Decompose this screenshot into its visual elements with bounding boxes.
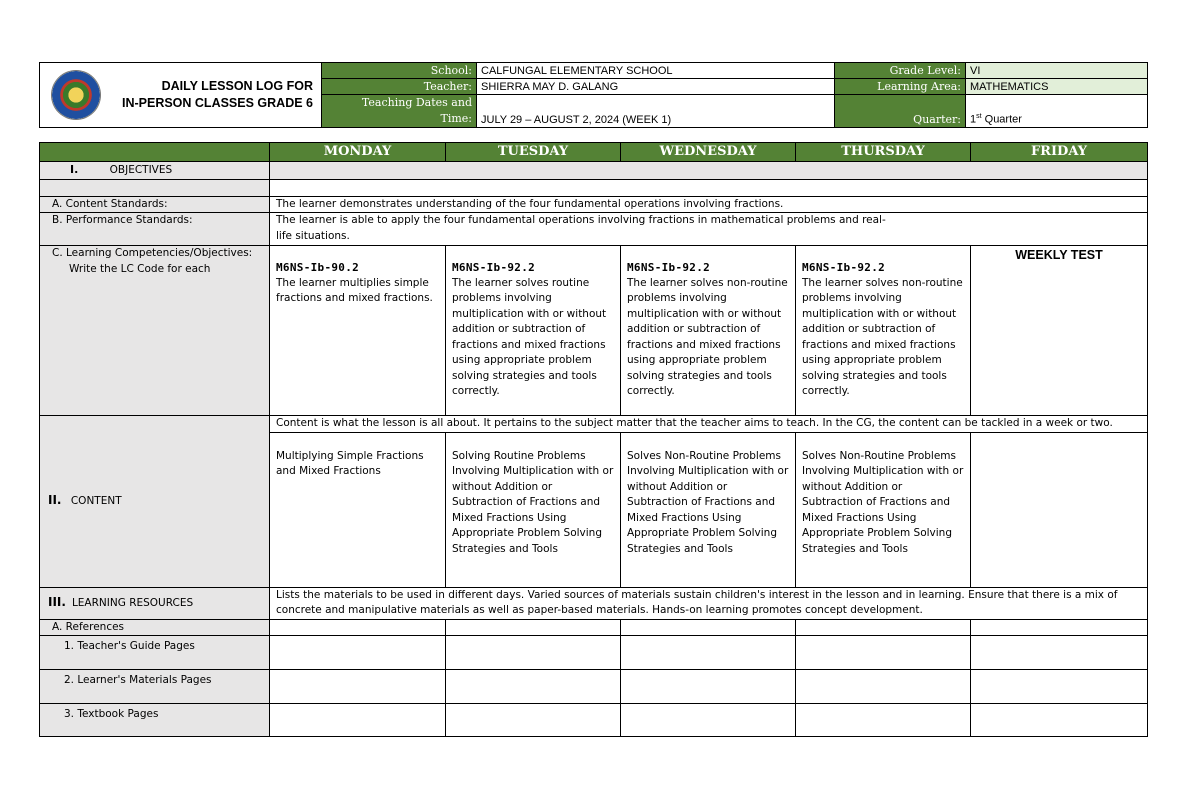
lc-text: The learner multiplies simple fractions and mixed fractions. — [276, 276, 433, 304]
teacher-value: SHIERRA MAY D. GALANG — [477, 79, 835, 95]
performance-standards-label: B. Performance Standards: — [40, 213, 270, 246]
school-seal-logo — [52, 71, 100, 119]
lc-code: M6NS-Ib-92.2 — [802, 261, 886, 274]
day-header-monday: MONDAY — [270, 143, 446, 162]
content-heading — [40, 416, 270, 588]
weekly-test-label: WEEKLY TEST — [1015, 248, 1103, 262]
objectives-blank — [270, 162, 1148, 180]
references-tuesday — [446, 619, 621, 636]
references-thursday — [796, 619, 971, 636]
content-tuesday: Solving Routine Problems Involving Multiplication with or without Addition or Subtraction of Fractions and Mixed Fractions Using Appropriate Problem Solving Strategies and Tools — [446, 432, 621, 587]
content-note: Content is what the lesson is all about. It pertains to the subject matter that the teacher aims to teach. In the CG, the content can be tackled in a week or two. — [270, 416, 1148, 433]
resources-label: LEARNING RESOURCES — [71, 596, 194, 609]
performance-standards-line-1: The learner is able to apply the four fundamental operations involving fractions in mathematical problems and real- — [276, 214, 886, 226]
performance-standards-value — [270, 213, 1148, 246]
references-monday — [270, 619, 446, 636]
content-monday: Multiplying Simple Fractions and Mixed Fractions — [270, 432, 446, 587]
tg-friday — [971, 636, 1148, 670]
textbook-label: 3. Textbook Pages — [40, 704, 270, 737]
objectives-heading — [40, 162, 270, 180]
school-value: CALFUNGAL ELEMENTARY SCHOOL — [477, 63, 835, 79]
lc-code: M6NS-Ib-90.2 — [276, 261, 360, 274]
teaching-dates-label-1: Teaching Dates and — [361, 96, 472, 109]
logo-cell — [40, 63, 112, 128]
day-header-tuesday: TUESDAY — [446, 143, 621, 162]
references-label: A. References — [40, 619, 270, 636]
lm-wednesday — [621, 670, 796, 704]
quarter-number: 1 — [970, 114, 977, 126]
grade-level-label: Grade Level: — [835, 63, 966, 79]
tg-monday — [270, 636, 446, 670]
quarter-value — [966, 95, 1148, 128]
learning-area-value: MATHEMATICS — [966, 79, 1148, 95]
lc-code: M6NS-Ib-92.2 — [627, 261, 711, 274]
tb-thursday — [796, 704, 971, 737]
day-header-wednesday: WEDNESDAY — [621, 143, 796, 162]
teaching-dates-label — [322, 95, 477, 128]
quarter-word: Quarter — [981, 114, 1022, 126]
lc-text: The learner solves non-routine problems involving multiplication with or without addition or subtraction of fractions and mixed fractions using appropriate problem solving strategies and tools correctly. — [627, 276, 788, 397]
teacher-label: Teacher: — [322, 79, 477, 95]
competency-friday — [971, 246, 1148, 416]
teachers-guide-label: 1. Teacher's Guide Pages — [40, 636, 270, 670]
title-line-2: IN-PERSON CLASSES GRADE 6 — [121, 96, 313, 110]
tb-wednesday — [621, 704, 796, 737]
tg-wednesday — [621, 636, 796, 670]
quarter-suffix: st — [976, 113, 982, 121]
objectives-roman: I. — [70, 163, 79, 176]
tg-thursday — [796, 636, 971, 670]
resources-heading — [40, 587, 270, 619]
spacer-right — [270, 179, 1148, 196]
lm-friday — [971, 670, 1148, 704]
lc-code: M6NS-Ib-92.2 — [452, 261, 536, 274]
content-roman: II. — [48, 493, 62, 507]
resources-roman: III. — [48, 594, 66, 609]
competency-monday — [270, 246, 446, 416]
grade-level-value: VI — [966, 63, 1148, 79]
day-header-blank — [40, 143, 270, 162]
references-friday — [971, 619, 1148, 636]
lc-text: The learner solves routine problems involving multiplication with or without addition or subtraction of fractions and mixed fractions using appropriate problem solving strategies and tools correctly. — [452, 276, 607, 397]
teaching-dates-label-2: Time: — [440, 112, 472, 125]
quarter-label: Quarter: — [835, 95, 966, 128]
document-title — [112, 63, 322, 128]
competency-wednesday — [621, 246, 796, 416]
header-table — [39, 62, 1148, 128]
day-header-row — [40, 143, 1148, 162]
spacer-left — [40, 179, 270, 196]
lesson-log-table — [39, 142, 1148, 737]
competency-tuesday — [446, 246, 621, 416]
learners-materials-label: 2. Learner's Materials Pages — [40, 670, 270, 704]
content-standards-value: The learner demonstrates understanding of the four fundamental operations involving fractions. — [270, 196, 1148, 213]
tb-tuesday — [446, 704, 621, 737]
content-thursday: Solves Non-Routine Problems Involving Multiplication with or without Addition or Subtraction of Fractions and Mixed Fractions Using Appropriate Problem Solving Strategies and Tools — [796, 432, 971, 587]
tb-friday — [971, 704, 1148, 737]
day-header-friday: FRIDAY — [971, 143, 1148, 162]
content-wednesday: Solves Non-Routine Problems Involving Multiplication with or without Addition or Subtraction of Fractions and Mixed Fractions Using Appropriate Problem Solving Strategies and Tools — [621, 432, 796, 587]
competencies-sub: Write the LC Code for each — [69, 262, 211, 275]
lc-text: The learner solves non-routine problems involving multiplication with or without addition or subtraction of fractions and mixed fractions using appropriate problem solving strategies and tools correctly. — [802, 276, 963, 397]
resources-note: Lists the materials to be used in different days. Varied sources of materials sustain children's interest in the lesson and in learning. Ensure that there is a mix of concrete and manipulative materials as well as paper-based materials. Hands-on learning promotes concept development. — [270, 587, 1148, 619]
title-line-1: DAILY LESSON LOG FOR — [161, 79, 313, 93]
competencies-label: C. Learning Competencies/Objectives: — [52, 247, 253, 259]
content-standards-label: A. Content Standards: — [40, 196, 270, 213]
content-label: CONTENT — [70, 495, 122, 507]
competency-thursday — [796, 246, 971, 416]
lm-monday — [270, 670, 446, 704]
day-header-thursday: THURSDAY — [796, 143, 971, 162]
tb-monday — [270, 704, 446, 737]
lm-thursday — [796, 670, 971, 704]
performance-standards-line-2: life situations. — [276, 229, 350, 242]
lm-tuesday — [446, 670, 621, 704]
objectives-label: OBJECTIVES — [109, 164, 173, 176]
tg-tuesday — [446, 636, 621, 670]
learning-area-label: Learning Area: — [835, 79, 966, 95]
references-wednesday — [621, 619, 796, 636]
competencies-label-cell — [40, 246, 270, 416]
content-friday — [971, 432, 1148, 587]
teaching-dates-value: JULY 29 – AUGUST 2, 2024 (WEEK 1) — [477, 95, 835, 128]
school-label: School: — [322, 63, 477, 79]
